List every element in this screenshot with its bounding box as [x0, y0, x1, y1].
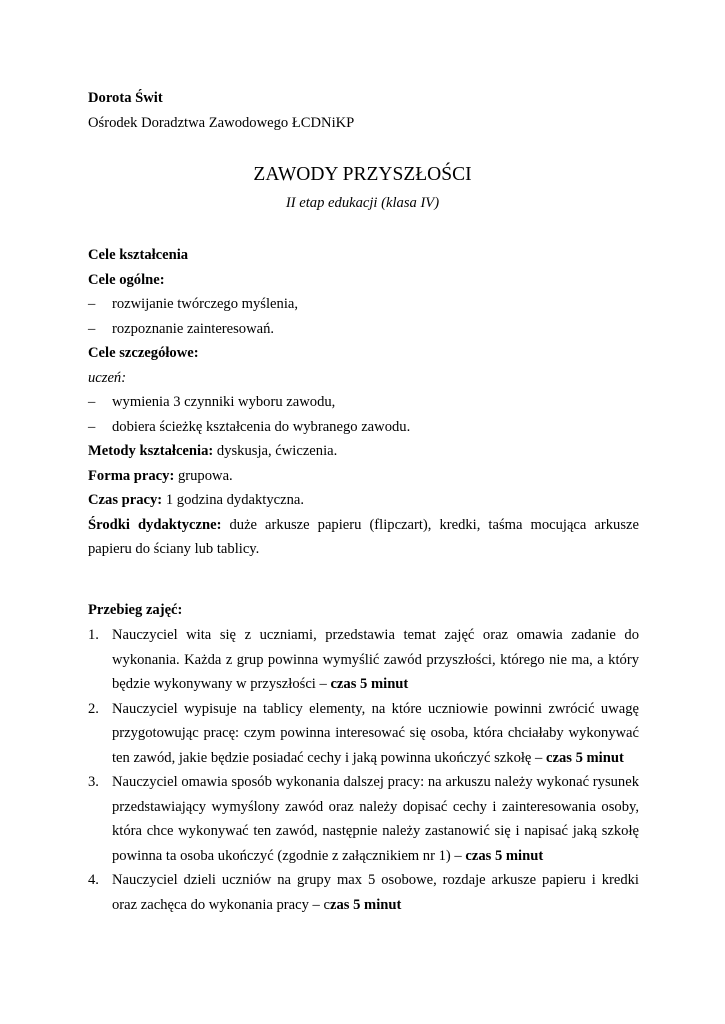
- specific-goals-heading: Cele szczegółowe:: [88, 345, 199, 361]
- goals-section: [88, 243, 639, 562]
- step-text: [112, 868, 639, 917]
- subject-label: uczeń:: [88, 369, 127, 386]
- dash-marker: –: [88, 418, 96, 435]
- general-goals-heading: Cele ogólne:: [88, 271, 165, 288]
- dash-marker: –: [88, 320, 96, 337]
- step-body: Nauczyciel wypisuje na tablicy elementy, na które uczniowie powinni zwrócić uwagę przygotowując pracę: czym powinna interesować się osoba, która chciałaby wykonywać ten zawód, jakie będzie posiadać cechy i jaką powinna ukończyć szkołę –: [112, 700, 639, 766]
- institution-name: Ośrodek Doradztwa Zawodowego ŁCDNiKP: [88, 114, 355, 131]
- materials-line: [88, 513, 639, 562]
- materials-label: Środki dydaktyczne:: [88, 516, 222, 533]
- methods-value: dyskusja, ćwiczenia.: [213, 443, 338, 459]
- form-line: [88, 464, 639, 489]
- step-body: Nauczyciel wita się z uczniami, przedstawia temat zajęć oraz omawia zadanie do wykonania. Każda z grup powinna wymyślić zawód przyszłości, którego nie ma, a który będzie wykonywany w przyszłości –: [112, 627, 639, 692]
- specific-goals-subject: [88, 366, 639, 391]
- specific-goal-text: dobiera ścieżkę kształcenia do wybranego zawodu.: [112, 418, 411, 435]
- specific-goal-item: [88, 415, 639, 440]
- form-label: Forma pracy:: [88, 467, 175, 484]
- document-title: ZAWODY PRZYSZŁOŚCI: [253, 164, 472, 185]
- form-value: grupowa.: [174, 467, 233, 484]
- step-duration: czas 5 minut: [330, 676, 409, 692]
- dash-marker: –: [88, 394, 96, 410]
- general-goal-text: rozwijanie twórczego myślenia,: [112, 296, 298, 312]
- general-goal-item: [88, 292, 639, 317]
- procedure-heading: Przebieg zajęć:: [88, 602, 183, 618]
- time-label: Czas pracy:: [88, 492, 163, 508]
- step-number: 4.: [88, 872, 99, 888]
- step-text: [112, 770, 639, 868]
- time-line: [88, 488, 639, 513]
- step-number: 1.: [88, 627, 99, 643]
- step-number: 3.: [88, 774, 99, 790]
- materials-value: duże arkusze papieru (flipczart), kredki, taśma mocująca arkusze papieru do ściany lub tablicy.: [88, 516, 639, 557]
- document-subtitle: II etap edukacji (klasa IV): [285, 195, 440, 211]
- step-body: Nauczyciel omawia sposób wykonania dalszej pracy: na arkuszu należy wykonać rysunek przedstawiający wymyślony zawód oraz należy dopisać cechy i zainteresowania osoby, która chce wykonywać ten zawód, następnie należy zastanowić się i napisać jaką szkołę powinna ta osoba ukończyć (zgodnie z załącznikiem nr 1) –: [112, 774, 639, 864]
- author-block: [88, 86, 639, 135]
- procedure-steps: [88, 623, 639, 917]
- methods-line: [88, 439, 639, 464]
- step-number: 2.: [88, 700, 99, 717]
- goals-heading: Cele kształcenia: [88, 247, 189, 263]
- dash-marker: –: [88, 296, 96, 312]
- step-body: Nauczyciel dzieli uczniów na grupy max 5 osobowe, rozdaje arkusze papieru i kredki oraz zachęca do wykonania pracy – c: [112, 872, 639, 913]
- procedure-step: [88, 623, 639, 697]
- specific-goal-text: wymienia 3 czynniki wyboru zawodu,: [112, 394, 336, 410]
- specific-goal-item: [88, 390, 639, 415]
- step-text: [112, 623, 639, 697]
- step-duration: zas 5 minut: [329, 896, 402, 913]
- time-value: 1 godzina dydaktyczna.: [162, 492, 305, 508]
- procedure-step: [88, 868, 639, 917]
- procedure-step: [88, 770, 639, 868]
- procedure-step: [88, 697, 639, 771]
- step-text: [112, 697, 639, 771]
- author-name: Dorota Świt: [88, 90, 163, 106]
- methods-label: Metody kształcenia:: [88, 443, 214, 459]
- step-duration: czas 5 minut: [546, 749, 624, 766]
- step-duration: czas 5 minut: [465, 847, 544, 864]
- general-goal-item: [88, 317, 639, 342]
- general-goal-text: rozpoznanie zainteresowań.: [112, 320, 275, 337]
